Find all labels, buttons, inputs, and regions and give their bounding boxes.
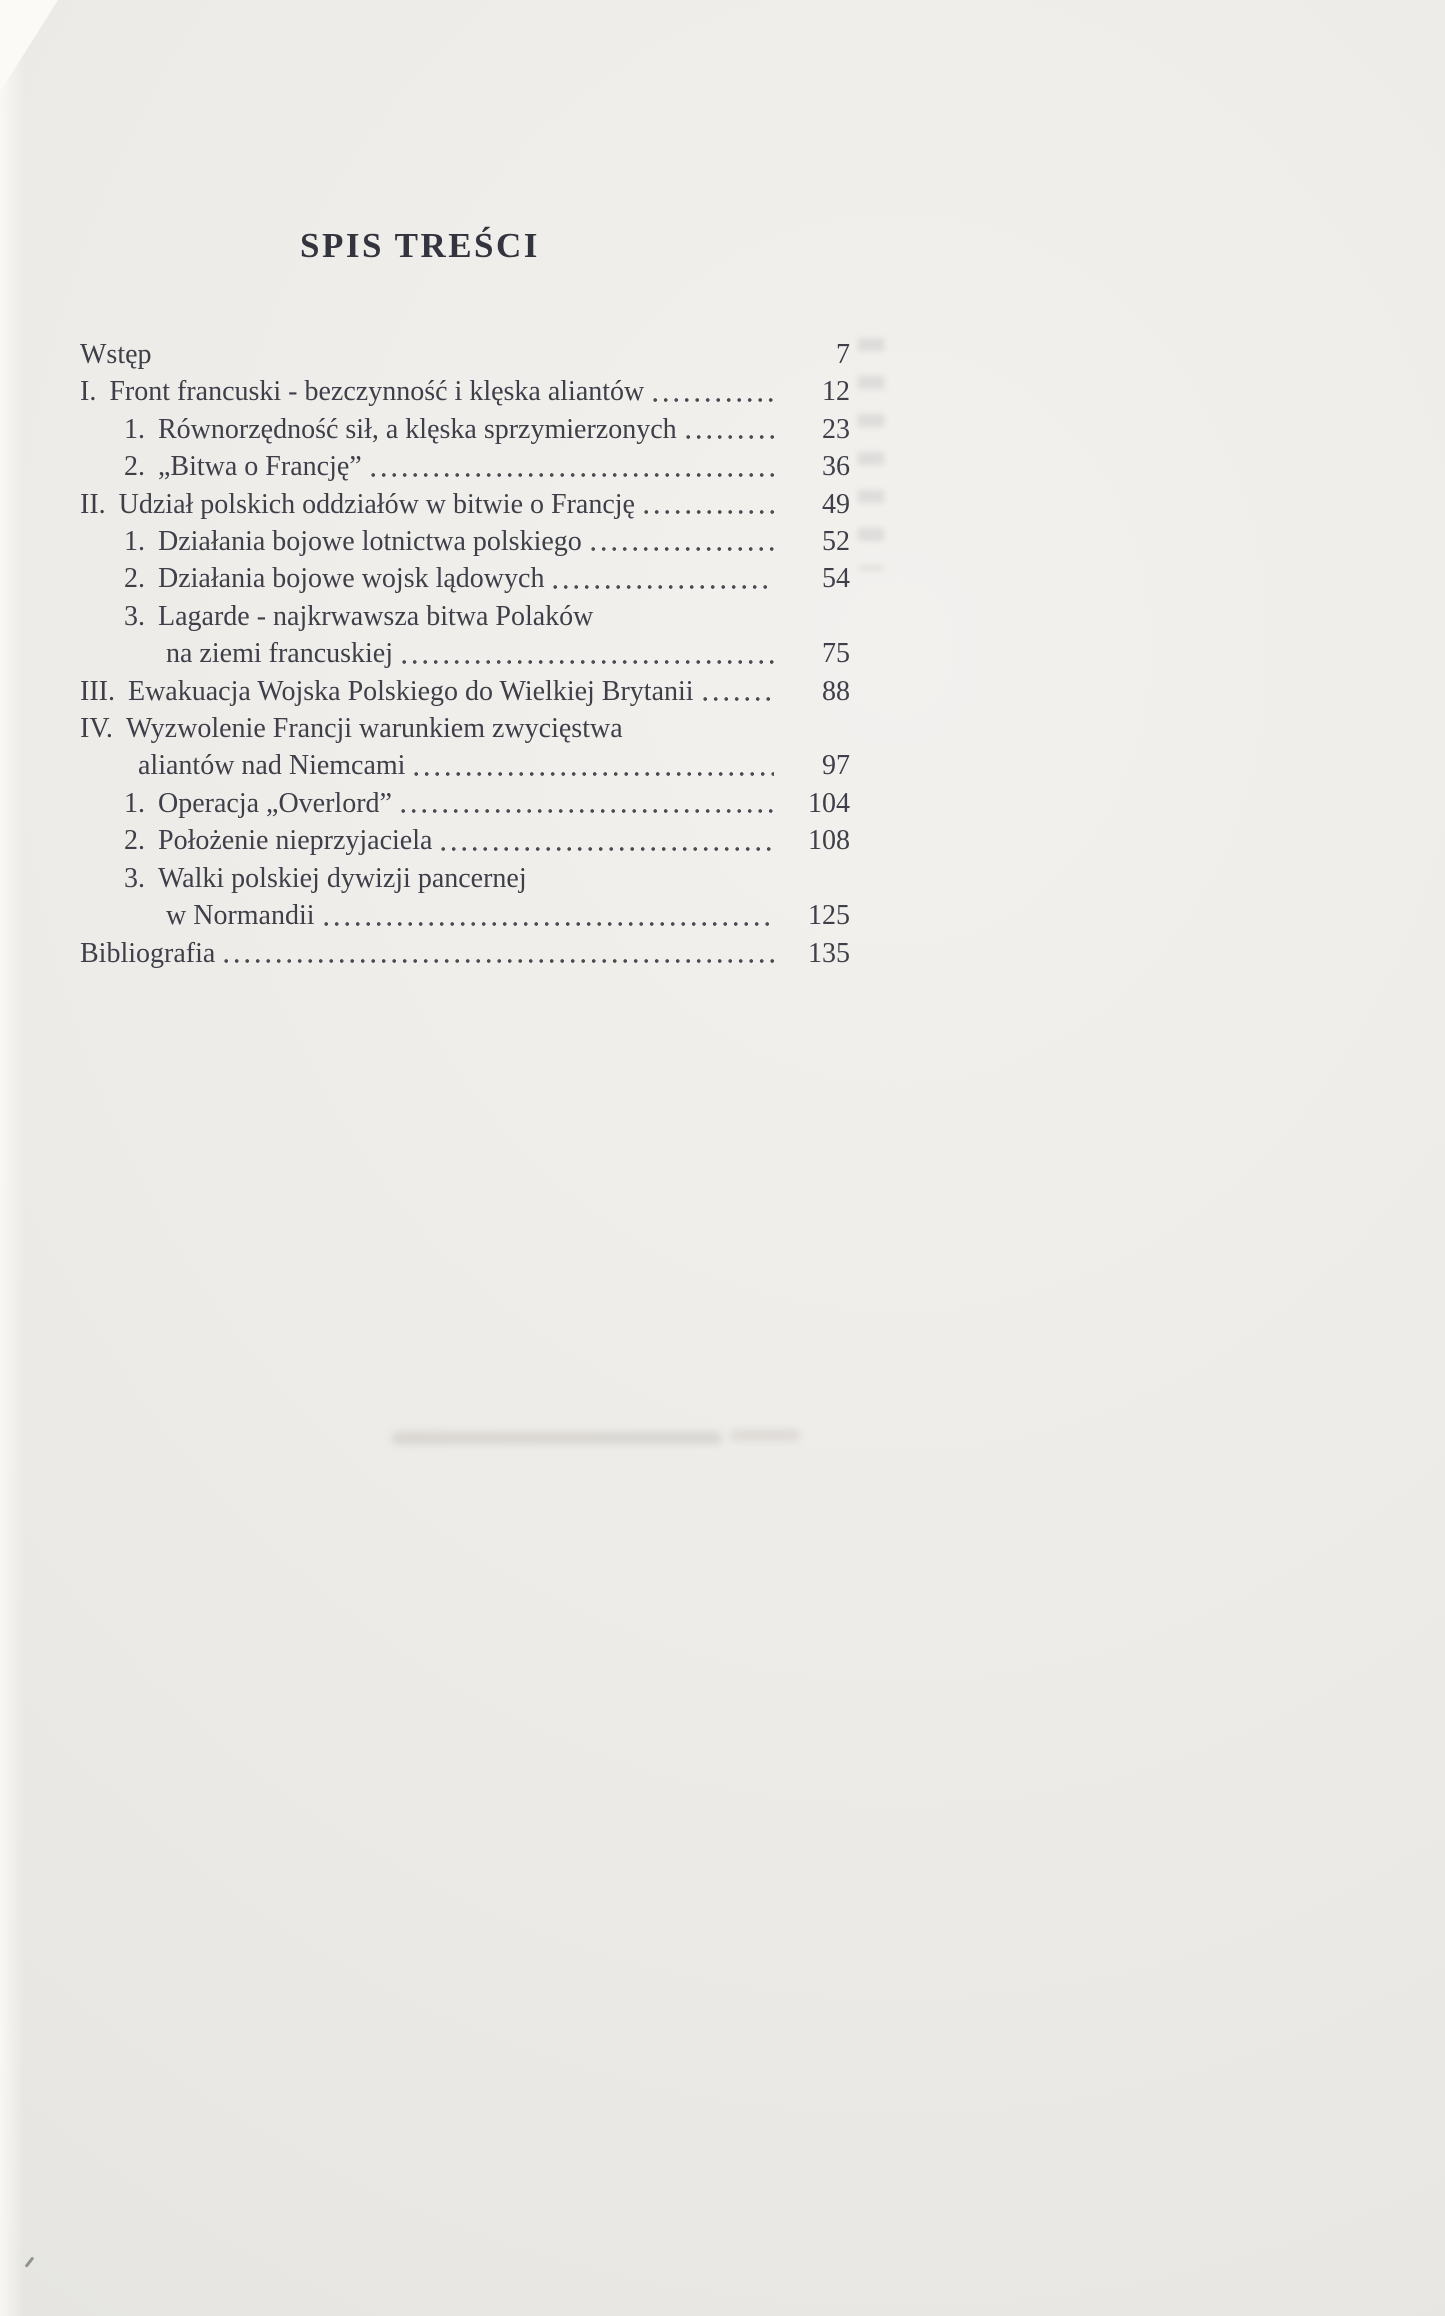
leader-dots bbox=[591, 546, 774, 552]
toc-entry bbox=[80, 486, 850, 523]
toc-entry-number: 2. bbox=[124, 451, 145, 483]
leader-dots bbox=[536, 883, 774, 889]
toc-entry-number: 1. bbox=[124, 413, 145, 445]
toc-entry bbox=[80, 448, 850, 485]
toc-entry bbox=[80, 860, 850, 897]
toc-entry-title: Wyzwolenie Francji warunkiem zwycięstwa bbox=[125, 713, 623, 745]
toc-entry-page: 7 bbox=[836, 339, 850, 370]
toc-entry-title: Walki polskiej dywizji pancernej bbox=[158, 862, 527, 894]
toc-entry bbox=[80, 560, 850, 597]
toc-entry-page: 49 bbox=[822, 488, 850, 520]
toc-entry-continuation bbox=[80, 897, 850, 934]
toc-entry-title: Bibliografia bbox=[80, 937, 216, 969]
leader-dots bbox=[224, 958, 774, 964]
toc-entry-title: Wstęp bbox=[80, 339, 152, 370]
toc-entry-number: 1. bbox=[124, 526, 145, 558]
toc-entry-number: I. bbox=[80, 376, 97, 408]
leader-dots bbox=[441, 846, 774, 852]
leader-dots bbox=[703, 696, 774, 702]
toc-entry-number: 2. bbox=[124, 563, 145, 595]
toc-entry-page: 54 bbox=[822, 563, 850, 595]
toc-entry-page: 52 bbox=[822, 526, 850, 558]
leader-dots bbox=[401, 808, 774, 814]
toc-entry bbox=[80, 673, 850, 710]
leader-dots bbox=[324, 921, 774, 927]
toc-entry-title: aliantów nad Niemcami bbox=[138, 750, 406, 782]
toc-entry-page: 104 bbox=[808, 787, 850, 819]
page-edge-highlight bbox=[0, 0, 24, 2316]
scan-artifact-smudge bbox=[392, 1432, 722, 1444]
toc-entry-title: „Bitwa o Francję” bbox=[158, 451, 362, 483]
toc-entry-title: Ewakuacja Wojska Polskiego do Wielkiej Brytanii bbox=[127, 675, 694, 707]
leader-dots bbox=[553, 584, 774, 590]
toc-entry-title: Działania bojowe lotnictwa polskiego bbox=[158, 526, 582, 558]
toc-entry-continuation bbox=[80, 635, 850, 672]
toc-entry-title: Front francuski - bezczynność i klęska aliantów bbox=[109, 376, 645, 408]
toc-entry-number: 1. bbox=[124, 787, 145, 819]
toc-entry-number: II. bbox=[80, 488, 106, 520]
leader-dots bbox=[402, 659, 774, 665]
leader-dots bbox=[644, 509, 774, 515]
toc-entry-page: 88 bbox=[822, 675, 850, 707]
toc-entry bbox=[80, 523, 850, 560]
toc-entry-page: 12 bbox=[822, 376, 850, 408]
leader-dots bbox=[414, 771, 774, 777]
toc-entry bbox=[80, 598, 850, 635]
toc-entry-page: 23 bbox=[822, 413, 850, 445]
toc-entry-page: 75 bbox=[822, 638, 850, 670]
toc-entry-title: Działania bojowe wojsk lądowych bbox=[158, 563, 545, 595]
toc-entry-title: Operacja „Overlord” bbox=[158, 787, 392, 819]
toc-entry-title: Położenie nieprzyjaciela bbox=[158, 825, 433, 857]
scan-artifact-smudge bbox=[730, 1430, 800, 1441]
toc-entry-continuation bbox=[80, 747, 850, 784]
scan-artifact-showthrough bbox=[858, 338, 884, 570]
leader-dots bbox=[653, 397, 774, 403]
toc-entry bbox=[80, 411, 850, 448]
toc-entry bbox=[80, 785, 850, 822]
leader-dots bbox=[632, 733, 774, 739]
toc-entry bbox=[80, 710, 850, 747]
toc-entry bbox=[80, 935, 850, 972]
toc-entry-title: Udział polskich oddziałów w bitwie o Francję bbox=[118, 488, 635, 520]
toc-entry-number: 3. bbox=[124, 600, 145, 632]
toc-entry-title: w Normandii bbox=[166, 900, 315, 932]
toc-entry-number: IV. bbox=[80, 713, 113, 745]
toc-entry-title: Równorzędność sił, a klęska sprzymierzonych bbox=[158, 413, 677, 445]
table-of-contents bbox=[80, 336, 850, 972]
page-title: SPIS TREŚCI bbox=[300, 226, 540, 266]
toc-entry-page: 36 bbox=[822, 451, 850, 483]
scan-artifact-mark bbox=[25, 2257, 34, 2268]
toc-entry-title: Lagarde - najkrwawsza bitwa Polaków bbox=[158, 600, 594, 632]
page-corner-highlight bbox=[0, 0, 58, 92]
toc-entry-title: na ziemi francuskiej bbox=[166, 638, 394, 670]
leader-dots bbox=[371, 472, 774, 478]
leader-dots bbox=[602, 621, 774, 627]
leader-dots bbox=[161, 359, 774, 365]
toc-entry bbox=[80, 373, 850, 410]
toc-entry-page: 108 bbox=[808, 825, 850, 857]
toc-entry-page: 97 bbox=[822, 750, 850, 782]
toc-entry-number: 3. bbox=[124, 862, 145, 894]
toc-entry bbox=[80, 336, 850, 373]
toc-entry-number: III. bbox=[80, 675, 115, 707]
leader-dots bbox=[686, 434, 774, 440]
toc-entry-number: 2. bbox=[124, 825, 145, 857]
toc-entry-page: 135 bbox=[808, 937, 850, 969]
toc-entry bbox=[80, 822, 850, 859]
toc-entry-page: 125 bbox=[808, 900, 850, 932]
